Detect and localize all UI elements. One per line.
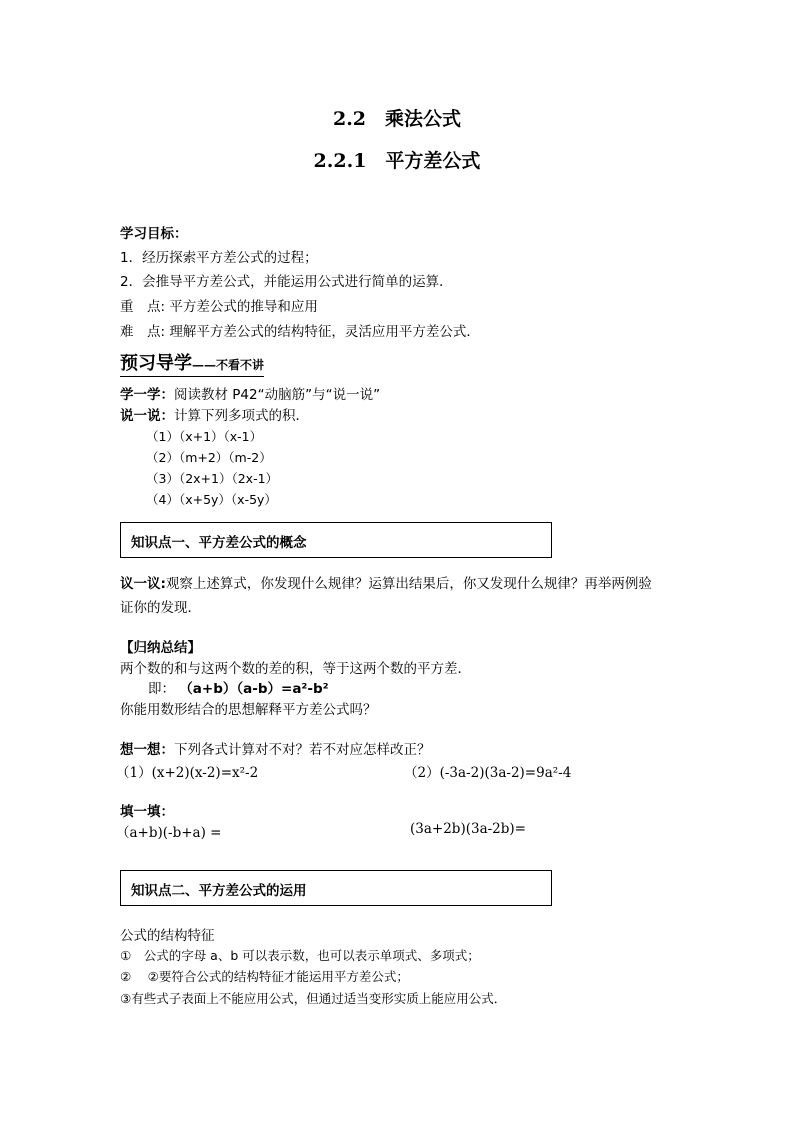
structure-heading: 公式的结构特征	[120, 928, 215, 944]
goal-item-2: 2．会推导平方差公式，并能运用公式进行简单的运算．	[120, 274, 453, 290]
fill-item-2: (3a+2b)(3a-2b)=	[410, 821, 526, 837]
say-label: 说一说：	[120, 408, 174, 424]
think-item-2: （2）(-3a-2)(3a-2)=9a²-4	[404, 765, 572, 781]
learn-label: 学一学：	[120, 387, 174, 403]
knowledge-box-1-title: 知识点一、平方差公式的概念	[131, 535, 307, 551]
preview-heading-main: 预习导学	[120, 353, 192, 374]
summary-text: 两个数的和与这两个数的差的积，等于这两个数的平方差．	[120, 661, 471, 677]
structure-point-2: ② ②要符合公式的结构特征才能运用平方差公式；	[120, 969, 409, 984]
formula-prefix: 即：	[148, 681, 175, 697]
preview-heading	[120, 349, 264, 377]
knowledge-box-1	[120, 522, 552, 558]
key-point	[120, 295, 318, 315]
question-text: 你能用数形结合的思想解释平方差公式吗？	[120, 702, 377, 718]
learn-text: 阅读教材 P42“动脑筋”与“说一说”	[174, 387, 381, 403]
main-title: 2.2 乘法公式	[332, 108, 462, 130]
key-point-text: : 平方差公式的推导和应用	[160, 299, 318, 315]
exercise-1: （1）（x+1）（x-1）	[146, 429, 263, 444]
key-point-label: 重 点	[120, 299, 161, 315]
fill-item-1: （a+b)(-b+a) =	[116, 825, 222, 841]
exercise-2: （2）（m+2）（m-2）	[146, 450, 272, 465]
structure-point-3: ③有些式子表面上不能应用公式，但通过适当变形实质上能应用公式．	[120, 991, 507, 1006]
think-text: 下列各式计算对不对？若不对应怎样改正？	[174, 742, 431, 758]
discuss-line-1	[120, 572, 652, 592]
sub-title: 2.2.1 平方差公式	[313, 150, 481, 172]
structure-point-1: ① 公式的字母 a、b 可以表示数，也可以表示单项式、多项式；	[120, 948, 480, 963]
say-text: 计算下列多项式的积．	[174, 408, 309, 424]
summary-heading: 【归纳总结】	[120, 640, 201, 656]
hard-point	[120, 320, 480, 340]
knowledge-box-2-title: 知识点二、平方差公式的运用	[131, 883, 307, 899]
formula-line	[148, 677, 329, 697]
think-item-1: （1）(x+2)(x-2)=x²-2	[116, 765, 259, 781]
exercise-3: （3）（2x+1）（2x-1）	[146, 471, 279, 486]
exercise-4: （4）（x+5y）（x-5y）	[146, 492, 277, 507]
fill-label: 填一填：	[120, 804, 174, 820]
discuss-text-1: 观察上述算式，你发现什么规律？运算出结果后，你又发现什么规律？再举两例验	[165, 576, 652, 592]
goals-heading: 学习目标：	[120, 226, 188, 242]
learn-line	[120, 383, 380, 403]
think-line	[120, 738, 431, 758]
goal-item-1: 1．经历探索平方差公式的过程；	[120, 250, 318, 266]
preview-heading-sub: ——不看不讲	[192, 358, 265, 372]
hard-point-text: : 理解平方差公式的结构特征，灵活应用平方差公式．	[160, 324, 480, 340]
discuss-label: 议一议:	[120, 576, 166, 592]
knowledge-box-2	[120, 870, 552, 906]
say-line	[120, 404, 309, 424]
formula: （a+b）（a-b）=a²-b²	[179, 681, 329, 697]
hard-point-label: 难 点	[120, 324, 161, 340]
think-label: 想一想：	[120, 742, 174, 758]
discuss-text-2: 证你的发现．	[120, 600, 201, 616]
